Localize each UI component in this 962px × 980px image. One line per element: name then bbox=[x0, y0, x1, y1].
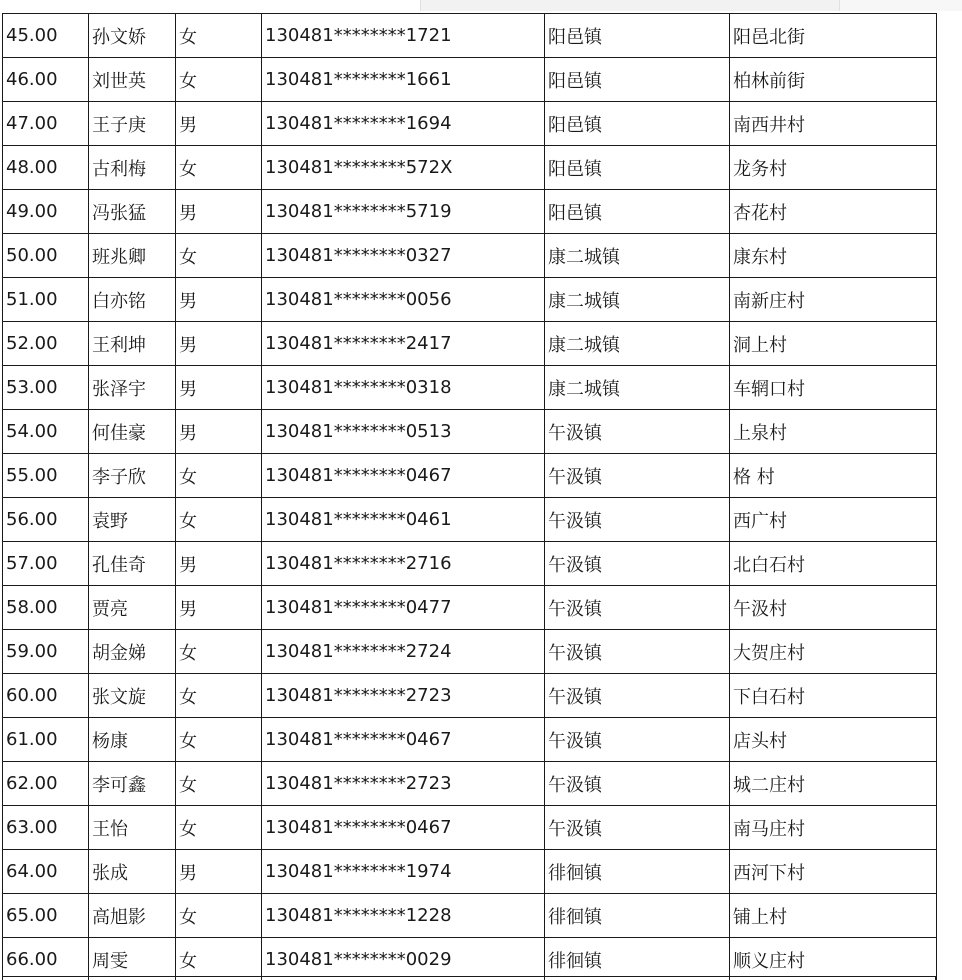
table-row bbox=[3, 58, 937, 102]
id-number-cell: 130481********0056 bbox=[262, 278, 545, 322]
toolbar-segment-left bbox=[0, 0, 420, 12]
gender-cell: 女 bbox=[176, 806, 262, 850]
name-cell: 张文旋 bbox=[89, 674, 176, 718]
name-cell: 孔佳奇 bbox=[89, 542, 176, 586]
township-cell: 午汲镇 bbox=[545, 410, 730, 454]
serial-number-cell: 58.00 bbox=[3, 586, 89, 630]
id-number-cell: 130481********0467 bbox=[262, 718, 545, 762]
village-cell: 康东村 bbox=[730, 234, 937, 278]
serial-number-cell: 63.00 bbox=[3, 806, 89, 850]
gender-cell: 男 bbox=[176, 322, 262, 366]
table-row bbox=[3, 542, 937, 586]
name-cell: 王怡 bbox=[89, 806, 176, 850]
name-cell: 张成 bbox=[89, 850, 176, 894]
table-row bbox=[3, 674, 937, 718]
name-cell: 高旭影 bbox=[89, 894, 176, 938]
serial-number-cell: 55.00 bbox=[3, 454, 89, 498]
township-cell: 午汲镇 bbox=[545, 542, 730, 586]
gender-cell: 女 bbox=[176, 234, 262, 278]
village-cell: 下白石村 bbox=[730, 674, 937, 718]
serial-number-cell: 59.00 bbox=[3, 630, 89, 674]
gender-cell: 女 bbox=[176, 630, 262, 674]
township-cell: 徘徊镇 bbox=[545, 894, 730, 938]
village-cell: 洞上村 bbox=[730, 322, 937, 366]
township-cell: 午汲镇 bbox=[545, 806, 730, 850]
gender-cell: 男 bbox=[176, 190, 262, 234]
table-row bbox=[3, 14, 937, 58]
gender-cell: 女 bbox=[176, 894, 262, 938]
serial-number-cell: 53.00 bbox=[3, 366, 89, 410]
serial-number-cell: 48.00 bbox=[3, 146, 89, 190]
township-cell: 午汲镇 bbox=[545, 454, 730, 498]
village-cell: 铺上村 bbox=[730, 894, 937, 938]
village-cell: 车辋口村 bbox=[730, 366, 937, 410]
village-cell: 上泉村 bbox=[730, 410, 937, 454]
gender-cell: 女 bbox=[176, 718, 262, 762]
id-number-cell: 130481********1694 bbox=[262, 102, 545, 146]
township-cell: 徘徊镇 bbox=[545, 938, 730, 980]
township-cell: 康二城镇 bbox=[545, 366, 730, 410]
table-row bbox=[3, 146, 937, 190]
next-row-stub bbox=[2, 976, 936, 980]
village-cell: 柏林前街 bbox=[730, 58, 937, 102]
township-cell: 阳邑镇 bbox=[545, 14, 730, 58]
gender-cell: 女 bbox=[176, 674, 262, 718]
id-number-cell: 130481********0477 bbox=[262, 586, 545, 630]
serial-number-cell: 61.00 bbox=[3, 718, 89, 762]
id-number-cell: 130481********2724 bbox=[262, 630, 545, 674]
gender-cell: 女 bbox=[176, 146, 262, 190]
id-number-cell: 130481********0467 bbox=[262, 806, 545, 850]
township-cell: 康二城镇 bbox=[545, 278, 730, 322]
id-number-cell: 130481********0327 bbox=[262, 234, 545, 278]
village-cell: 杏花村 bbox=[730, 190, 937, 234]
township-cell: 阳邑镇 bbox=[545, 146, 730, 190]
serial-number-cell: 62.00 bbox=[3, 762, 89, 806]
serial-number-cell: 54.00 bbox=[3, 410, 89, 454]
gender-cell: 男 bbox=[176, 278, 262, 322]
table-row bbox=[3, 102, 937, 146]
name-cell: 贾亮 bbox=[89, 586, 176, 630]
table-row bbox=[3, 806, 937, 850]
township-cell: 午汲镇 bbox=[545, 674, 730, 718]
id-number-cell: 130481********0513 bbox=[262, 410, 545, 454]
name-cell: 白亦铭 bbox=[89, 278, 176, 322]
village-cell: 北白石村 bbox=[730, 542, 937, 586]
name-cell: 刘世英 bbox=[89, 58, 176, 102]
id-number-cell: 130481********1661 bbox=[262, 58, 545, 102]
name-cell: 胡金娣 bbox=[89, 630, 176, 674]
id-number-cell: 130481********2723 bbox=[262, 674, 545, 718]
table-row bbox=[3, 894, 937, 938]
table-row bbox=[3, 234, 937, 278]
id-number-cell: 130481********0461 bbox=[262, 498, 545, 542]
top-toolbar-strip bbox=[0, 0, 962, 14]
id-number-cell: 130481********572X bbox=[262, 146, 545, 190]
gender-cell: 女 bbox=[176, 498, 262, 542]
id-number-cell: 130481********1721 bbox=[262, 14, 545, 58]
table-row bbox=[3, 938, 937, 980]
id-number-cell: 130481********5719 bbox=[262, 190, 545, 234]
village-cell: 南马庄村 bbox=[730, 806, 937, 850]
name-cell: 何佳豪 bbox=[89, 410, 176, 454]
village-cell: 龙务村 bbox=[730, 146, 937, 190]
serial-number-cell: 57.00 bbox=[3, 542, 89, 586]
township-cell: 午汲镇 bbox=[545, 630, 730, 674]
table-row bbox=[3, 454, 937, 498]
name-cell: 杨康 bbox=[89, 718, 176, 762]
village-cell: 城二庄村 bbox=[730, 762, 937, 806]
village-cell: 南新庄村 bbox=[730, 278, 937, 322]
table-row bbox=[3, 762, 937, 806]
serial-number-cell: 66.00 bbox=[3, 938, 89, 980]
gender-cell: 男 bbox=[176, 586, 262, 630]
serial-number-cell: 47.00 bbox=[3, 102, 89, 146]
gender-cell: 男 bbox=[176, 850, 262, 894]
gender-cell: 男 bbox=[176, 410, 262, 454]
table-row bbox=[3, 586, 937, 630]
table-row bbox=[3, 850, 937, 894]
gender-cell: 男 bbox=[176, 366, 262, 410]
serial-number-cell: 50.00 bbox=[3, 234, 89, 278]
serial-number-cell: 64.00 bbox=[3, 850, 89, 894]
township-cell: 阳邑镇 bbox=[545, 190, 730, 234]
township-cell: 阳邑镇 bbox=[545, 102, 730, 146]
name-cell: 袁野 bbox=[89, 498, 176, 542]
toolbar-segment-right bbox=[840, 0, 962, 11]
township-cell: 徘徊镇 bbox=[545, 850, 730, 894]
village-cell: 午汲村 bbox=[730, 586, 937, 630]
village-cell: 格 村 bbox=[730, 454, 937, 498]
name-cell: 孙文娇 bbox=[89, 14, 176, 58]
village-cell: 大贺庄村 bbox=[730, 630, 937, 674]
name-cell: 古利梅 bbox=[89, 146, 176, 190]
roster-table bbox=[2, 13, 937, 980]
township-cell: 午汲镇 bbox=[545, 586, 730, 630]
gender-cell: 女 bbox=[176, 938, 262, 980]
roster-table-body bbox=[3, 14, 937, 980]
gender-cell: 女 bbox=[176, 14, 262, 58]
table-row bbox=[3, 322, 937, 366]
id-number-cell: 130481********1228 bbox=[262, 894, 545, 938]
serial-number-cell: 46.00 bbox=[3, 58, 89, 102]
name-cell: 冯张猛 bbox=[89, 190, 176, 234]
table-row bbox=[3, 410, 937, 454]
village-cell: 南西井村 bbox=[730, 102, 937, 146]
table-row bbox=[3, 190, 937, 234]
id-number-cell: 130481********2417 bbox=[262, 322, 545, 366]
village-cell: 西河下村 bbox=[730, 850, 937, 894]
village-cell: 店头村 bbox=[730, 718, 937, 762]
township-cell: 阳邑镇 bbox=[545, 58, 730, 102]
gender-cell: 男 bbox=[176, 542, 262, 586]
table-row bbox=[3, 498, 937, 542]
gender-cell: 男 bbox=[176, 102, 262, 146]
name-cell: 周雯 bbox=[89, 938, 176, 980]
id-number-cell: 130481********0467 bbox=[262, 454, 545, 498]
village-cell: 顺义庄村 bbox=[730, 938, 937, 980]
serial-number-cell: 56.00 bbox=[3, 498, 89, 542]
gender-cell: 女 bbox=[176, 454, 262, 498]
table-row bbox=[3, 630, 937, 674]
village-cell: 阳邑北街 bbox=[730, 14, 937, 58]
serial-number-cell: 52.00 bbox=[3, 322, 89, 366]
village-cell: 西广村 bbox=[730, 498, 937, 542]
serial-number-cell: 51.00 bbox=[3, 278, 89, 322]
serial-number-cell: 45.00 bbox=[3, 14, 89, 58]
id-number-cell: 130481********2723 bbox=[262, 762, 545, 806]
name-cell: 李子欣 bbox=[89, 454, 176, 498]
id-number-cell: 130481********1974 bbox=[262, 850, 545, 894]
township-cell: 午汲镇 bbox=[545, 498, 730, 542]
township-cell: 康二城镇 bbox=[545, 322, 730, 366]
name-cell: 李可鑫 bbox=[89, 762, 176, 806]
name-cell: 王子庚 bbox=[89, 102, 176, 146]
toolbar-segment-middle bbox=[420, 0, 840, 11]
id-number-cell: 130481********2716 bbox=[262, 542, 545, 586]
township-cell: 康二城镇 bbox=[545, 234, 730, 278]
name-cell: 班兆卿 bbox=[89, 234, 176, 278]
name-cell: 张泽宇 bbox=[89, 366, 176, 410]
serial-number-cell: 65.00 bbox=[3, 894, 89, 938]
table-row bbox=[3, 718, 937, 762]
township-cell: 午汲镇 bbox=[545, 718, 730, 762]
gender-cell: 女 bbox=[176, 58, 262, 102]
id-number-cell: 130481********0318 bbox=[262, 366, 545, 410]
table-row bbox=[3, 278, 937, 322]
serial-number-cell: 60.00 bbox=[3, 674, 89, 718]
gender-cell: 女 bbox=[176, 762, 262, 806]
id-number-cell: 130481********0029 bbox=[262, 938, 545, 980]
township-cell: 午汲镇 bbox=[545, 762, 730, 806]
name-cell: 王利坤 bbox=[89, 322, 176, 366]
serial-number-cell: 49.00 bbox=[3, 190, 89, 234]
table-row bbox=[3, 366, 937, 410]
